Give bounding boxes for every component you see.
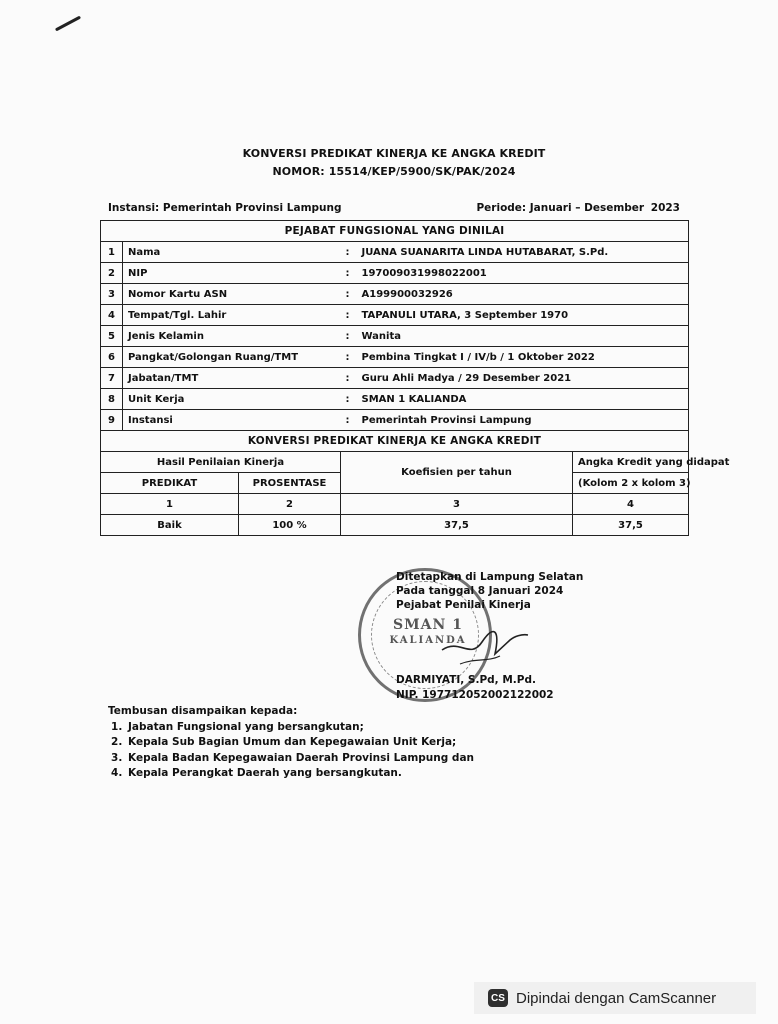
colon: : xyxy=(345,393,350,405)
colon: : xyxy=(345,351,350,363)
row-label: Instansi xyxy=(123,410,341,431)
period xyxy=(476,202,680,214)
official-row-4 xyxy=(101,305,689,326)
signature-date: Pada tanggal 8 Januari 2024 xyxy=(396,585,564,597)
column-number: 2 xyxy=(239,494,341,515)
colon: : xyxy=(345,414,350,426)
percentage-header: PROSENTASE xyxy=(239,473,341,494)
row-label: Tempat/Tgl. Lahir xyxy=(123,305,341,326)
colon: : xyxy=(345,309,350,321)
row-label: Jabatan/TMT xyxy=(123,368,341,389)
coefficient-value: 37,5 xyxy=(341,515,573,536)
official-row-5 xyxy=(101,326,689,347)
column-number: 1 xyxy=(101,494,239,515)
meta-row xyxy=(108,202,680,214)
row-number: 6 xyxy=(101,347,123,368)
copies-list xyxy=(108,720,474,782)
signatory-nip: NIP. 197712052002122002 xyxy=(396,689,554,701)
row-number: 9 xyxy=(101,410,123,431)
row-value-cell xyxy=(341,326,689,347)
row-label: Nomor Kartu ASN xyxy=(123,284,341,305)
official-row-3 xyxy=(101,284,689,305)
column-number: 3 xyxy=(341,494,573,515)
conversion-section-title: KONVERSI PREDIKAT KINERJA KE ANGKA KREDIT xyxy=(101,431,689,452)
row-number: 8 xyxy=(101,389,123,410)
credit-formula-header: (Kolom 2 x kolom 3) xyxy=(573,473,689,494)
pen-mark xyxy=(55,16,81,32)
colon: : xyxy=(345,372,350,384)
row-number: 2 xyxy=(101,263,123,284)
conversion-values-row xyxy=(101,515,689,536)
signatory xyxy=(396,673,554,703)
row-value-cell xyxy=(341,263,689,284)
list-item: 4. Kepala Perangkat Daerah yang bersangkutan. xyxy=(126,766,474,782)
stamp-text-school: SMAN 1 xyxy=(393,617,463,633)
colon: : xyxy=(345,246,350,258)
row-value-cell xyxy=(341,410,689,431)
row-value: SMAN 1 KALIANDA xyxy=(361,393,467,405)
official-row-2 xyxy=(101,263,689,284)
document-number: NOMOR: 15514/KEP/5900/SK/PAK/2024 xyxy=(272,165,516,178)
row-value-cell xyxy=(341,284,689,305)
coefficient-header: Koefisien per tahun xyxy=(341,452,573,494)
row-label: Nama xyxy=(123,242,341,263)
row-number: 4 xyxy=(101,305,123,326)
result-header: Hasil Penilaian Kinerja xyxy=(101,452,341,473)
copies-section xyxy=(108,704,474,782)
row-value: TAPANULI UTARA, 3 September 1970 xyxy=(361,309,569,321)
signature-place: Ditetapkan di Lampung Selatan xyxy=(396,571,584,583)
row-value: Guru Ahli Madya / 29 Desember 2021 xyxy=(361,372,572,384)
row-value: 197009031998022001 xyxy=(361,267,487,279)
list-item: 1. Jabatan Fungsional yang bersangkutan; xyxy=(126,720,474,736)
period-label: Periode: Januari – Desember xyxy=(476,202,645,214)
copies-title: Tembusan disampaikan kepada: xyxy=(108,705,298,717)
colon: : xyxy=(345,330,350,342)
official-row-8 xyxy=(101,389,689,410)
row-value-cell xyxy=(341,368,689,389)
document-title: KONVERSI PREDIKAT KINERJA KE ANGKA KREDIT xyxy=(242,147,546,160)
signatory-name: DARMIYATI, S.Pd, M.Pd. xyxy=(396,674,536,686)
signature-role: Pejabat Penilai Kinerja xyxy=(396,599,531,611)
row-value: A199900032926 xyxy=(361,288,453,300)
percentage-value: 100 % xyxy=(239,515,341,536)
row-label: NIP xyxy=(123,263,341,284)
row-value-cell xyxy=(341,242,689,263)
camscanner-logo-icon: CS xyxy=(488,989,508,1007)
row-value-cell xyxy=(341,305,689,326)
row-number: 7 xyxy=(101,368,123,389)
row-value-cell xyxy=(341,347,689,368)
assessment-table xyxy=(100,220,730,536)
row-number: 5 xyxy=(101,326,123,347)
row-number: 3 xyxy=(101,284,123,305)
colon: : xyxy=(345,288,350,300)
watermark-text: Dipindai dengan CamScanner xyxy=(516,989,717,1007)
official-section-title: PEJABAT FUNGSIONAL YANG DINILAI xyxy=(101,221,689,242)
row-label: Jenis Kelamin xyxy=(123,326,341,347)
row-value: JUANA SUANARITA LINDA HUTABARAT, S.Pd. xyxy=(361,246,609,258)
row-value: Pemerintah Provinsi Lampung xyxy=(361,414,532,426)
row-label: Unit Kerja xyxy=(123,389,341,410)
row-label: Pangkat/Golongan Ruang/TMT xyxy=(123,347,341,368)
credit-value: 37,5 xyxy=(573,515,689,536)
signature-block xyxy=(396,570,583,612)
list-item: 2. Kepala Sub Bagian Umum dan Kepegawaian Unit Kerja; xyxy=(126,735,474,751)
institution-label: Instansi: Pemerintah Provinsi Lampung xyxy=(108,202,342,214)
official-row-6 xyxy=(101,347,689,368)
credit-header: Angka Kredit yang didapat xyxy=(573,452,689,473)
list-item: 3. Kepala Badan Kepegawaian Daerah Provinsi Lampung dan xyxy=(126,751,474,767)
row-number: 1 xyxy=(101,242,123,263)
official-row-1 xyxy=(101,242,689,263)
camscanner-watermark xyxy=(474,982,756,1014)
period-year: 2023 xyxy=(650,202,680,214)
official-row-7 xyxy=(101,368,689,389)
column-number: 4 xyxy=(573,494,689,515)
stamp-text-city: KALIANDA xyxy=(389,635,467,646)
colon: : xyxy=(345,267,350,279)
row-value-cell xyxy=(341,389,689,410)
predicate-header: PREDIKAT xyxy=(101,473,239,494)
handwritten-signature xyxy=(440,620,530,680)
row-value: Pembina Tingkat I / IV/b / 1 Oktober 2022 xyxy=(361,351,595,363)
row-value: Wanita xyxy=(361,330,401,342)
official-row-9 xyxy=(101,410,689,431)
predicate-value: Baik xyxy=(101,515,239,536)
